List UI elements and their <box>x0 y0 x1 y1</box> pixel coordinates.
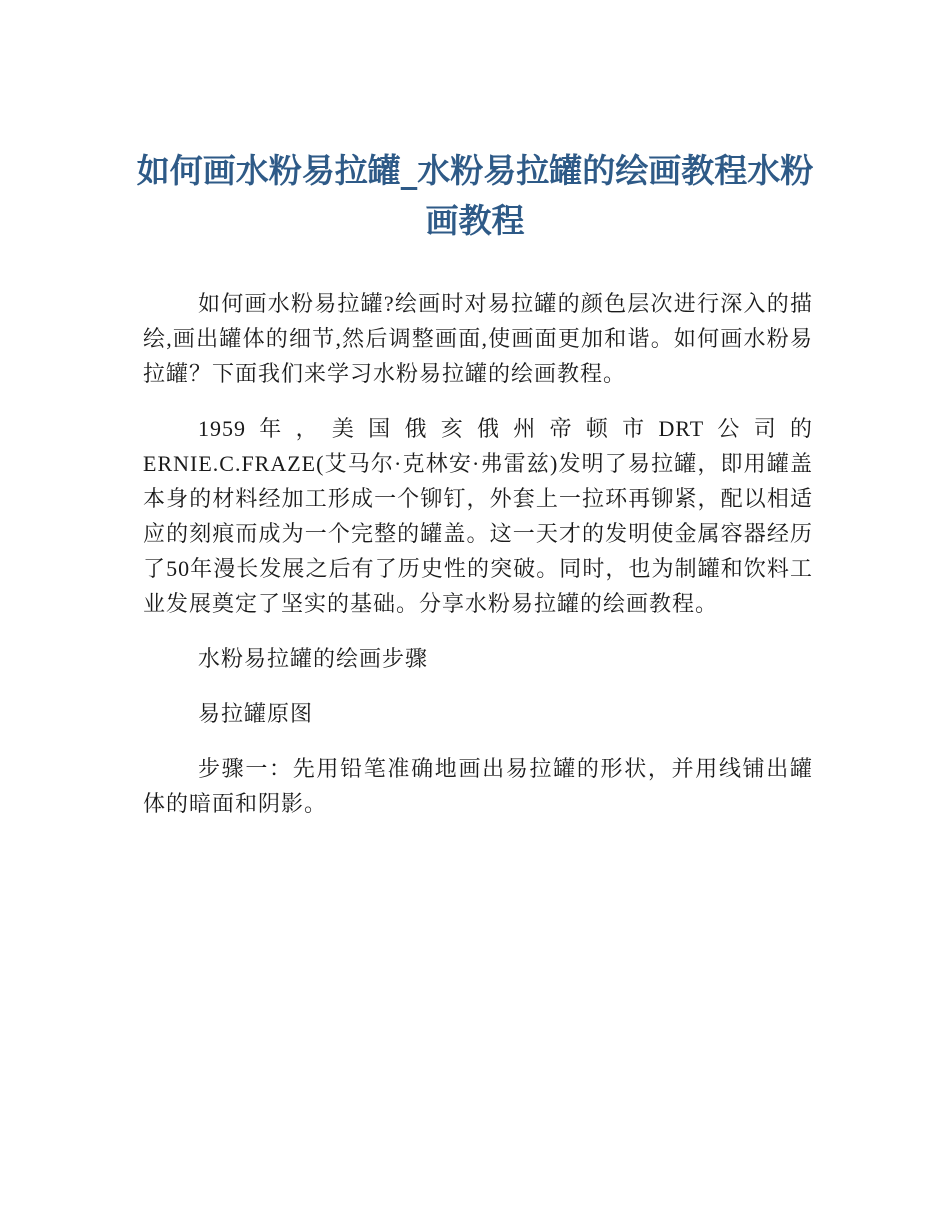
paragraph-step-one: 步骤一：先用铅笔准确地画出易拉罐的形状，并用线铺出罐体的暗面和阴影。 <box>143 756 813 816</box>
paragraph-intro: 如何画水粉易拉罐?绘画时对易拉罐的颜色层次进行深入的描绘,画出罐体的细节,然后调整画面,使画面更加和谐。如何画水粉易拉罐？下面我们来学习水粉易拉罐的绘画教程。 <box>143 291 813 386</box>
article-body <box>143 286 813 841</box>
paragraph-original-image-label: 易拉罐原图 <box>198 701 314 726</box>
paragraph-history: 1959年，美国俄亥俄州帝顿市DRT公司的ERNIE.C.FRAZE(艾马尔·克林安·弗雷兹)发明了易拉罐，即用罐盖本身的材料经加工形成一个铆钉，外套上一拉环再铆紧，配以相适应的刻痕而成为一个完整的罐盖。这一天才的发明使金属容器经历了50年漫长发展之后有了历史性的突破。同时，也为制罐和饮料工业发展奠定了坚实的基础。分享水粉易拉罐的绘画教程。 <box>143 416 813 616</box>
paragraph-steps-heading: 水粉易拉罐的绘画步骤 <box>198 646 429 671</box>
page-title: 如何画水粉易拉罐_水粉易拉罐的绘画教程水粉画教程 <box>136 151 814 240</box>
